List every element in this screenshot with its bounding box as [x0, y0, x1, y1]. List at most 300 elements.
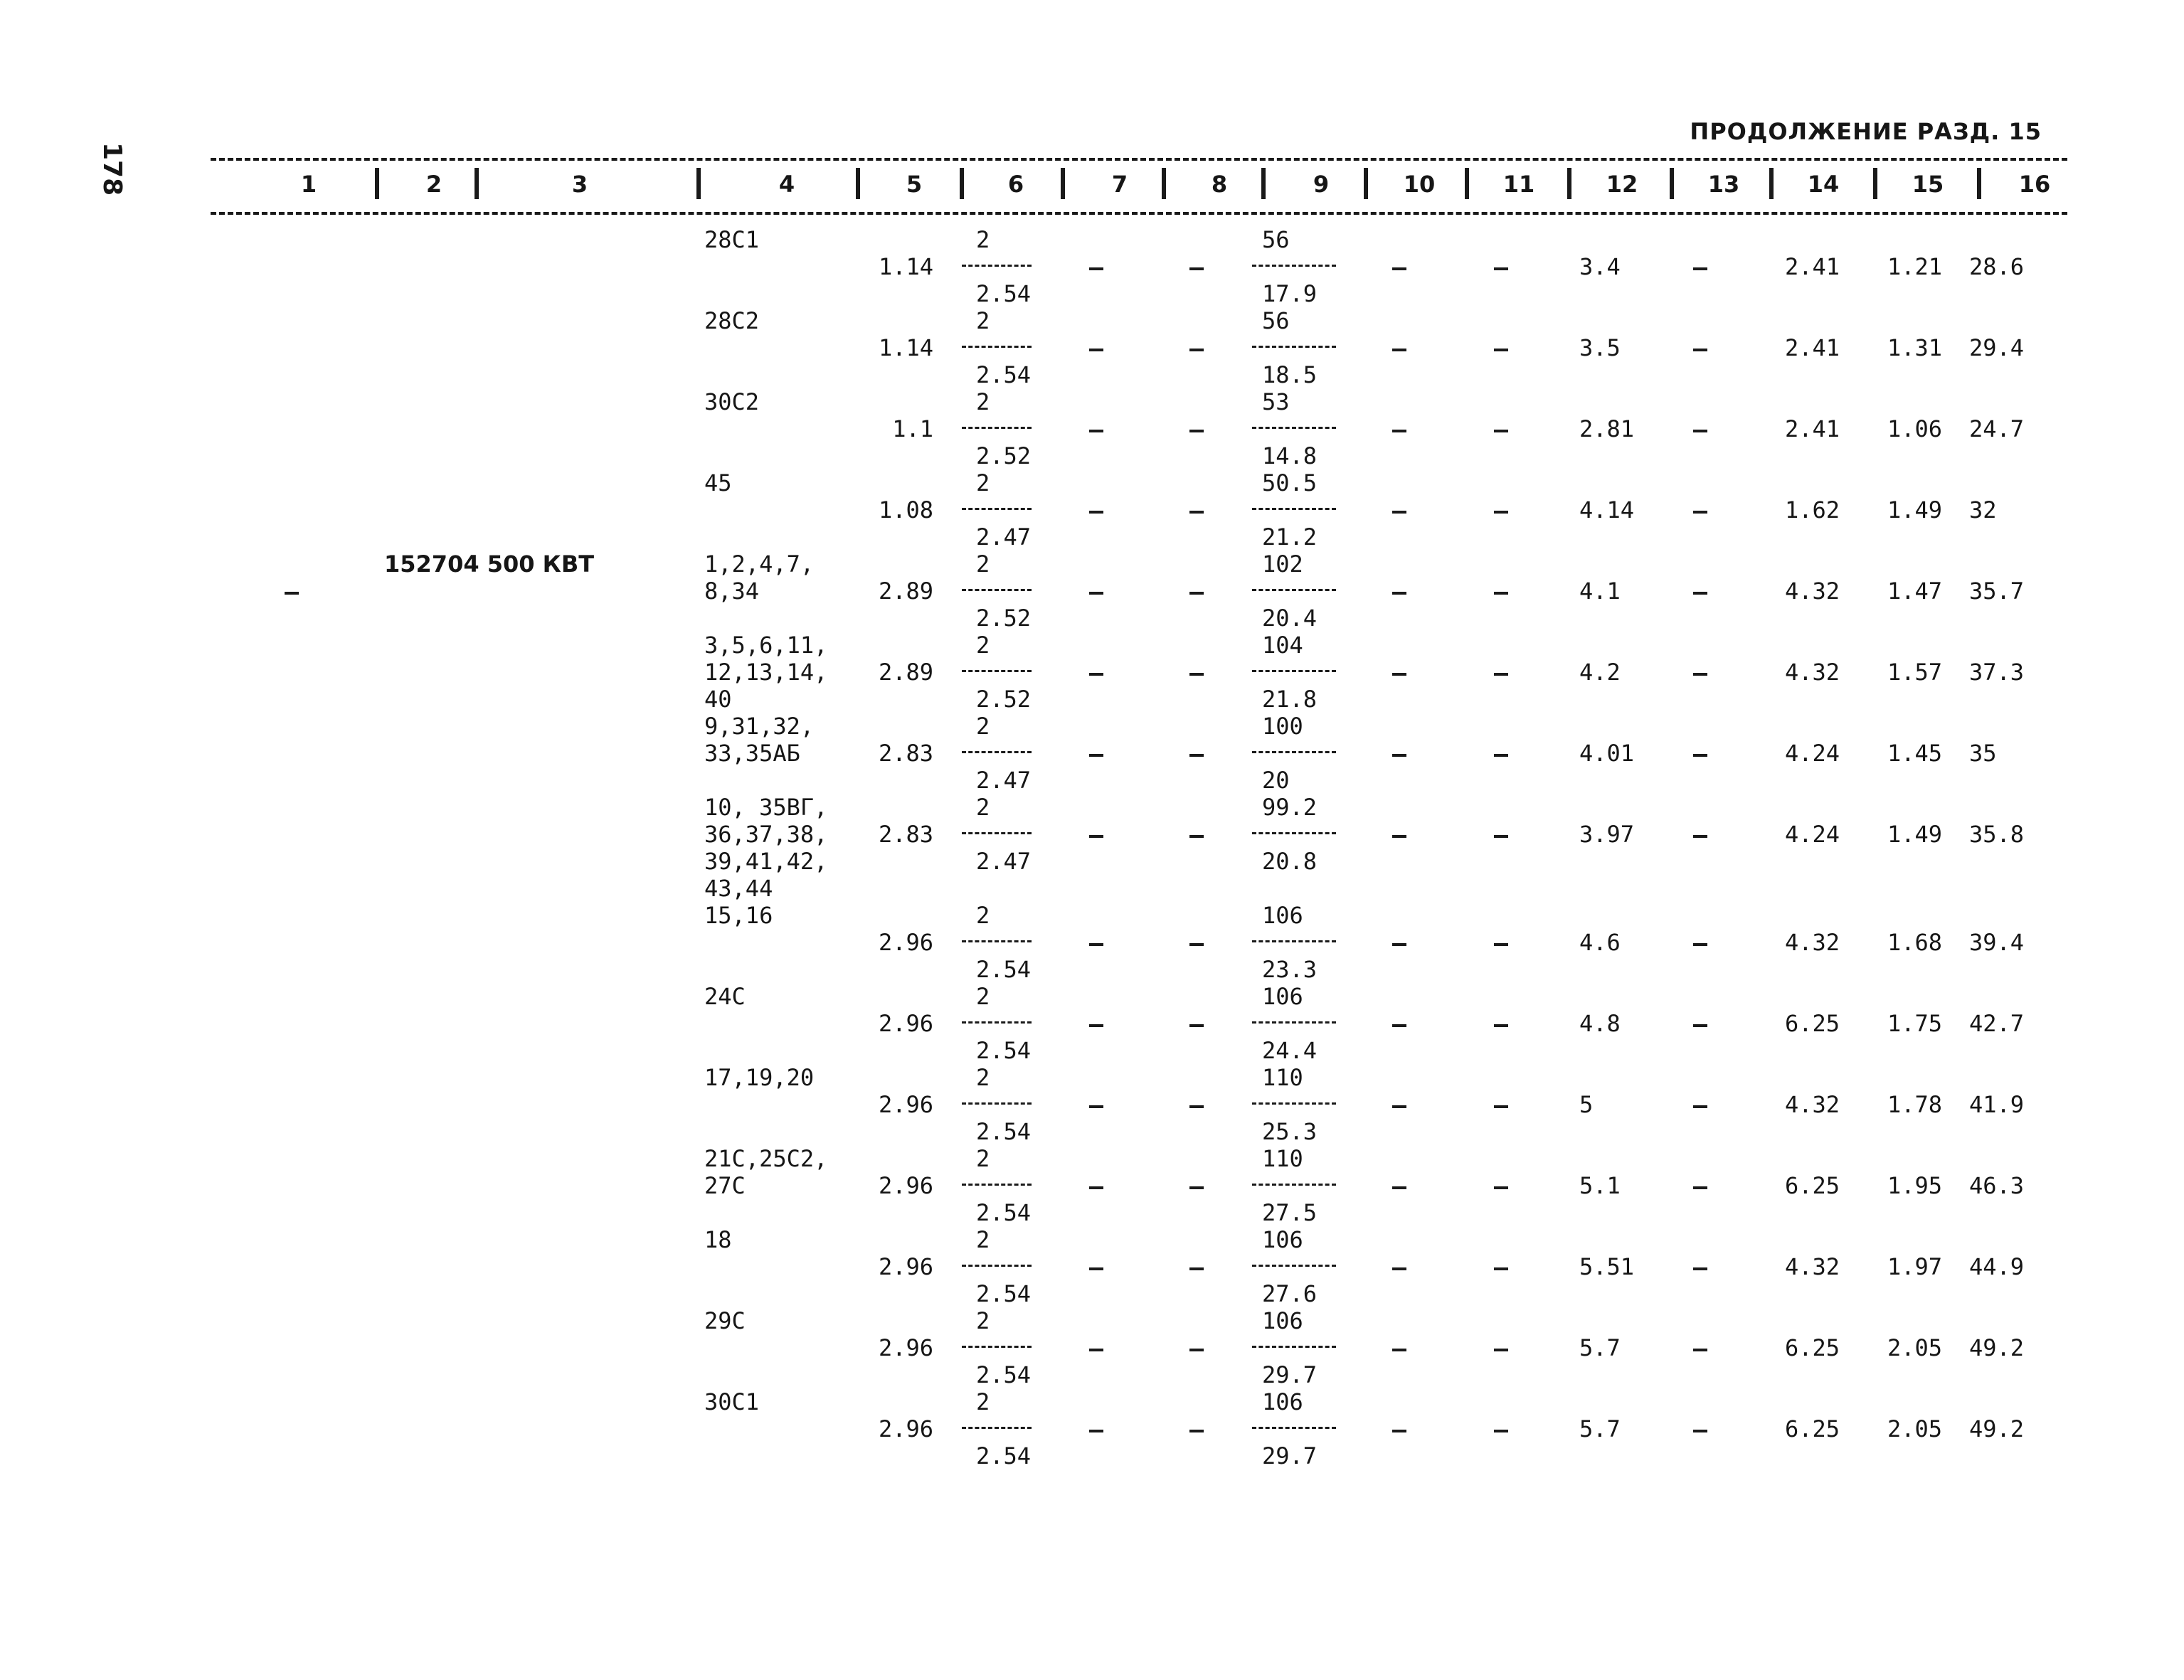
fraction-denominator: 2.54	[976, 1361, 1032, 1388]
fraction-denominator: 2.54	[976, 1118, 1032, 1145]
element-code: 24С	[704, 983, 746, 1010]
fraction-denominator: 2.52	[976, 686, 1032, 713]
fraction-denominator: 23.3	[1262, 956, 1318, 983]
empty-mark	[1494, 673, 1508, 676]
value-col5: 2.89	[878, 659, 933, 686]
column-header-row	[0, 168, 2184, 208]
value-col14: 4.24	[1784, 740, 1840, 767]
fraction-denominator: 2.47	[976, 848, 1032, 875]
value-col16: 44.9	[1969, 1253, 2025, 1280]
fraction-bar	[1252, 1021, 1336, 1026]
fraction-numerator: 2	[976, 388, 990, 415]
fraction-numerator: 53	[1262, 388, 1290, 415]
empty-mark	[1392, 349, 1406, 351]
value-col15: 1.49	[1887, 821, 1942, 848]
fraction-denominator: 2.54	[976, 361, 1032, 388]
fraction-bar	[962, 832, 1032, 836]
column-separator	[960, 168, 964, 199]
element-code: 18	[704, 1226, 732, 1253]
fraction-bar	[962, 1427, 1032, 1431]
value-col5: 1.14	[878, 334, 933, 361]
value-col15: 1.45	[1887, 740, 1942, 767]
element-code: 43,44	[704, 875, 773, 902]
value-col5: 2.96	[878, 1091, 933, 1118]
empty-mark	[1189, 1105, 1204, 1108]
value-col14: 2.41	[1784, 253, 1840, 280]
fraction-bar	[962, 265, 1032, 269]
fraction-bar	[1252, 751, 1336, 755]
value-col16: 24.7	[1969, 415, 2025, 442]
value-col5: 2.96	[878, 1253, 933, 1280]
value-col15: 2.05	[1887, 1415, 1942, 1442]
empty-mark	[1494, 835, 1508, 838]
fraction-bar	[962, 1102, 1032, 1107]
fraction-numerator: 106	[1262, 1388, 1303, 1415]
empty-mark	[1089, 1186, 1103, 1189]
fraction-denominator: 2.52	[976, 605, 1032, 632]
value-col15: 1.06	[1887, 415, 1942, 442]
fraction-bar	[1252, 1265, 1336, 1269]
fraction-denominator: 29.7	[1262, 1361, 1318, 1388]
value-col16: 39.4	[1969, 929, 2025, 956]
value-col14: 6.25	[1784, 1415, 1840, 1442]
empty-mark	[1693, 943, 1707, 946]
value-col5: 2.96	[878, 1415, 933, 1442]
empty-mark	[1089, 1430, 1103, 1432]
column-header-12: 12	[1606, 171, 1638, 198]
value-col15: 1.31	[1887, 334, 1942, 361]
fraction-bar	[962, 940, 1032, 945]
value-col12: 2.81	[1579, 415, 1635, 442]
element-code: 28С2	[704, 307, 760, 334]
empty-mark	[1392, 943, 1406, 946]
fraction-denominator: 20.4	[1262, 605, 1318, 632]
element-code: 9,31,32,	[704, 713, 815, 740]
empty-mark	[1693, 349, 1707, 351]
column-separator	[856, 168, 860, 199]
empty-mark	[1693, 592, 1707, 595]
empty-mark	[1089, 754, 1103, 757]
empty-mark	[1494, 1430, 1508, 1432]
empty-mark	[1189, 349, 1204, 351]
empty-mark	[1089, 835, 1103, 838]
column-header-8: 8	[1211, 171, 1228, 198]
fraction-denominator: 2.47	[976, 767, 1032, 794]
fraction-bar	[1252, 589, 1336, 593]
fraction-denominator: 27.5	[1262, 1199, 1318, 1226]
value-col12: 5.7	[1579, 1334, 1621, 1361]
value-col14: 4.24	[1784, 821, 1840, 848]
empty-mark	[1693, 754, 1707, 757]
fraction-bar	[1252, 1346, 1336, 1350]
value-col5: 2.96	[878, 929, 933, 956]
column-header-2: 2	[425, 171, 442, 198]
empty-mark	[1089, 1024, 1103, 1027]
empty-mark	[1392, 430, 1406, 432]
empty-mark	[1494, 943, 1508, 946]
value-col5: 2.83	[878, 821, 933, 848]
empty-mark	[1494, 1186, 1508, 1189]
empty-mark	[1392, 835, 1406, 838]
value-col16: 35.7	[1969, 578, 2025, 605]
fraction-denominator: 21.2	[1262, 523, 1318, 551]
column-header-13: 13	[1707, 171, 1740, 198]
element-code: 45	[704, 469, 732, 496]
fraction-denominator: 14.8	[1262, 442, 1318, 469]
value-col12: 4.14	[1579, 496, 1635, 523]
empty-mark	[1693, 1267, 1707, 1270]
fraction-numerator: 99.2	[1262, 794, 1318, 821]
empty-mark	[1693, 430, 1707, 432]
value-col12: 4.2	[1579, 659, 1621, 686]
empty-mark	[1494, 754, 1508, 757]
empty-mark	[1392, 592, 1406, 595]
element-code: 1,2,4,7,	[704, 551, 815, 578]
element-code: 40	[704, 686, 732, 713]
value-col16: 32	[1969, 496, 1997, 523]
element-code: 33,35АБ	[704, 740, 800, 767]
element-code: 30С2	[704, 388, 760, 415]
empty-mark	[1693, 1349, 1707, 1351]
fraction-numerator: 2	[976, 551, 990, 578]
fraction-denominator: 2.54	[976, 1037, 1032, 1064]
fraction-bar	[1252, 265, 1336, 269]
empty-mark	[1392, 267, 1406, 270]
value-col15: 1.95	[1887, 1172, 1942, 1199]
fraction-bar	[962, 427, 1032, 431]
column-separator	[1061, 168, 1065, 199]
fraction-bar	[1252, 940, 1336, 945]
empty-mark	[1494, 267, 1508, 270]
empty-mark	[1189, 511, 1204, 514]
value-col15: 1.21	[1887, 253, 1942, 280]
fraction-bar	[962, 508, 1032, 512]
value-col16: 35	[1969, 740, 1997, 767]
fraction-bar	[1252, 832, 1336, 836]
fraction-bar	[1252, 346, 1336, 350]
empty-mark	[1693, 267, 1707, 270]
fraction-numerator: 110	[1262, 1064, 1303, 1091]
value-col15: 1.97	[1887, 1253, 1942, 1280]
column-separator	[1162, 168, 1166, 199]
value-col5: 1.1	[892, 415, 933, 442]
empty-mark	[1494, 1105, 1508, 1108]
value-col5: 2.96	[878, 1334, 933, 1361]
column-separator	[375, 168, 379, 199]
value-col14: 4.32	[1784, 659, 1840, 686]
fraction-bar	[1252, 1102, 1336, 1107]
empty-mark	[1392, 1430, 1406, 1432]
element-code: 36,37,38,	[704, 821, 828, 848]
empty-mark	[1494, 349, 1508, 351]
value-col12: 4.1	[1579, 578, 1621, 605]
value-col14: 2.41	[1784, 415, 1840, 442]
value-col16: 49.2	[1969, 1415, 2025, 1442]
value-col12: 3.97	[1579, 821, 1635, 848]
value-col16: 42.7	[1969, 1010, 2025, 1037]
empty-mark	[1693, 1024, 1707, 1027]
value-col14: 4.32	[1784, 1091, 1840, 1118]
column-separator	[1769, 168, 1774, 199]
empty-mark	[1089, 430, 1103, 432]
value-col14: 6.25	[1784, 1010, 1840, 1037]
empty-mark	[1392, 1267, 1406, 1270]
column-header-14: 14	[1807, 171, 1840, 198]
fraction-numerator: 2	[976, 1307, 990, 1334]
fraction-numerator: 102	[1262, 551, 1303, 578]
fraction-denominator: 25.3	[1262, 1118, 1318, 1145]
empty-mark	[1392, 754, 1406, 757]
empty-mark	[1189, 430, 1204, 432]
fraction-numerator: 100	[1262, 713, 1303, 740]
empty-mark	[1089, 1105, 1103, 1108]
value-col12: 5.51	[1579, 1253, 1635, 1280]
empty-mark	[1189, 1024, 1204, 1027]
empty-mark	[1392, 673, 1406, 676]
value-col16: 37.3	[1969, 659, 2025, 686]
fraction-numerator: 2	[976, 902, 990, 929]
column-header-5: 5	[906, 171, 923, 198]
fraction-denominator: 20.8	[1262, 848, 1318, 875]
fraction-bar	[1252, 427, 1336, 431]
column-header-3: 3	[571, 171, 588, 198]
fraction-bar	[962, 1265, 1032, 1269]
column-header-9: 9	[1313, 171, 1330, 198]
value-col12: 5.1	[1579, 1172, 1621, 1199]
value-col12: 3.5	[1579, 334, 1621, 361]
value-col12: 5.7	[1579, 1415, 1621, 1442]
fraction-denominator: 2.54	[976, 1199, 1032, 1226]
value-col5: 2.96	[878, 1010, 933, 1037]
page-number: 178	[97, 142, 127, 196]
fraction-bar	[962, 589, 1032, 593]
value-col12: 4.6	[1579, 929, 1621, 956]
element-code: 21С,25С2,	[704, 1145, 828, 1172]
element-code: 28С1	[704, 226, 760, 253]
value-col16: 41.9	[1969, 1091, 2025, 1118]
value-col12: 4.01	[1579, 740, 1635, 767]
empty-mark	[1494, 430, 1508, 432]
value-col14: 2.41	[1784, 334, 1840, 361]
empty-mark	[1189, 835, 1204, 838]
fraction-bar	[1252, 1184, 1336, 1188]
empty-mark	[1089, 349, 1103, 351]
fraction-bar	[1252, 508, 1336, 512]
empty-mark	[1089, 673, 1103, 676]
fraction-bar	[962, 1021, 1032, 1026]
fraction-numerator: 2	[976, 632, 990, 659]
fraction-numerator: 2	[976, 1064, 990, 1091]
value-col5: 2.96	[878, 1172, 933, 1199]
fraction-bar	[1252, 670, 1336, 674]
element-code: 15,16	[704, 902, 773, 929]
column-separator	[1465, 168, 1469, 199]
value-col16: 29.4	[1969, 334, 2025, 361]
column-separator	[1261, 168, 1266, 199]
fraction-numerator: 106	[1262, 1226, 1303, 1253]
value-col12: 3.4	[1579, 253, 1621, 280]
empty-mark	[1089, 943, 1103, 946]
fraction-denominator: 24.4	[1262, 1037, 1318, 1064]
element-code: 30С1	[704, 1388, 760, 1415]
element-code: 10, 35ВГ,	[704, 794, 828, 821]
element-code: 27С	[704, 1172, 746, 1199]
fraction-bar	[962, 1184, 1032, 1188]
value-col5: 2.89	[878, 578, 933, 605]
fraction-numerator: 110	[1262, 1145, 1303, 1172]
empty-mark	[1189, 754, 1204, 757]
fraction-denominator: 2.54	[976, 280, 1032, 307]
value-col14: 6.25	[1784, 1334, 1840, 1361]
fraction-numerator: 2	[976, 1226, 990, 1253]
column-separator	[696, 168, 701, 199]
fraction-numerator: 106	[1262, 902, 1303, 929]
value-col14: 1.62	[1784, 496, 1840, 523]
column-header-4: 4	[778, 171, 795, 198]
column-header-16: 16	[2018, 171, 2051, 198]
fraction-numerator: 2	[976, 1388, 990, 1415]
empty-mark	[1189, 592, 1204, 595]
empty-mark	[1392, 1349, 1406, 1351]
column-header-7: 7	[1111, 171, 1128, 198]
fraction-denominator: 29.7	[1262, 1442, 1318, 1469]
group-dash	[285, 592, 299, 595]
fraction-denominator: 2.52	[976, 442, 1032, 469]
value-col15: 1.75	[1887, 1010, 1942, 1037]
empty-mark	[1693, 835, 1707, 838]
fraction-denominator: 2.54	[976, 1442, 1032, 1469]
fraction-numerator: 2	[976, 794, 990, 821]
element-code: 8,34	[704, 578, 760, 605]
column-separator	[1567, 168, 1571, 199]
fraction-bar	[962, 1346, 1032, 1350]
fraction-numerator: 2	[976, 713, 990, 740]
fraction-numerator: 104	[1262, 632, 1303, 659]
empty-mark	[1089, 1349, 1103, 1351]
header-rule	[211, 212, 2067, 215]
fraction-denominator: 21.8	[1262, 686, 1318, 713]
empty-mark	[1693, 1430, 1707, 1432]
value-col5: 1.14	[878, 253, 933, 280]
value-col14: 4.32	[1784, 1253, 1840, 1280]
value-col5: 1.08	[878, 496, 933, 523]
value-col15: 1.57	[1887, 659, 1942, 686]
fraction-numerator: 56	[1262, 307, 1290, 334]
empty-mark	[1189, 943, 1204, 946]
value-col15: 1.47	[1887, 578, 1942, 605]
fraction-numerator: 106	[1262, 1307, 1303, 1334]
value-col16: 28.6	[1969, 253, 2025, 280]
empty-mark	[1089, 1267, 1103, 1270]
column-separator	[1670, 168, 1674, 199]
empty-mark	[1189, 267, 1204, 270]
empty-mark	[1494, 1024, 1508, 1027]
value-col16: 49.2	[1969, 1334, 2025, 1361]
empty-mark	[1089, 511, 1103, 514]
fraction-bar	[1252, 1427, 1336, 1431]
empty-mark	[1494, 1267, 1508, 1270]
fraction-denominator: 2.47	[976, 523, 1032, 551]
value-col16: 35.8	[1969, 821, 2025, 848]
empty-mark	[1693, 1186, 1707, 1189]
fraction-denominator: 27.6	[1262, 1280, 1318, 1307]
empty-mark	[1189, 673, 1204, 676]
element-code: 17,19,20	[704, 1064, 815, 1091]
column-separator	[1977, 168, 1981, 199]
empty-mark	[1392, 511, 1406, 514]
value-col14: 4.32	[1784, 929, 1840, 956]
top-rule	[211, 158, 2067, 161]
empty-mark	[1494, 1349, 1508, 1351]
fraction-numerator: 2	[976, 983, 990, 1010]
element-code: 3,5,6,11,	[704, 632, 828, 659]
empty-mark	[1089, 592, 1103, 595]
fraction-numerator: 106	[1262, 983, 1303, 1010]
fraction-numerator: 2	[976, 1145, 990, 1172]
element-code: 29С	[704, 1307, 746, 1334]
empty-mark	[1189, 1349, 1204, 1351]
column-header-15: 15	[1912, 171, 1944, 198]
fraction-numerator: 50.5	[1262, 469, 1318, 496]
empty-mark	[1693, 511, 1707, 514]
empty-mark	[1392, 1186, 1406, 1189]
column-separator	[1364, 168, 1368, 199]
fraction-numerator: 2	[976, 307, 990, 334]
value-col12: 5	[1579, 1091, 1594, 1118]
column-header-11: 11	[1502, 171, 1535, 198]
empty-mark	[1189, 1267, 1204, 1270]
value-col15: 1.78	[1887, 1091, 1942, 1118]
fraction-denominator: 2.54	[976, 1280, 1032, 1307]
fraction-denominator: 20	[1262, 767, 1290, 794]
column-header-1: 1	[300, 171, 317, 198]
value-col16: 46.3	[1969, 1172, 2025, 1199]
fraction-bar	[962, 670, 1032, 674]
element-code: 39,41,42,	[704, 848, 828, 875]
value-col14: 4.32	[1784, 578, 1840, 605]
column-separator	[1873, 168, 1877, 199]
value-col5: 2.83	[878, 740, 933, 767]
empty-mark	[1494, 511, 1508, 514]
fraction-denominator: 2.54	[976, 956, 1032, 983]
equipment-label: 152704 500 КВТ	[384, 551, 595, 578]
fraction-numerator: 2	[976, 469, 990, 496]
fraction-bar	[962, 346, 1032, 350]
fraction-denominator: 17.9	[1262, 280, 1318, 307]
empty-mark	[1392, 1105, 1406, 1108]
value-col15: 1.49	[1887, 496, 1942, 523]
value-col14: 6.25	[1784, 1172, 1840, 1199]
column-header-10: 10	[1403, 171, 1436, 198]
empty-mark	[1693, 1105, 1707, 1108]
value-col12: 4.8	[1579, 1010, 1621, 1037]
fraction-numerator: 56	[1262, 226, 1290, 253]
value-col15: 1.68	[1887, 929, 1942, 956]
empty-mark	[1189, 1430, 1204, 1432]
value-col15: 2.05	[1887, 1334, 1942, 1361]
empty-mark	[1494, 592, 1508, 595]
empty-mark	[1189, 1186, 1204, 1189]
empty-mark	[1392, 1024, 1406, 1027]
fraction-bar	[962, 751, 1032, 755]
fraction-numerator: 2	[976, 226, 990, 253]
empty-mark	[1693, 673, 1707, 676]
fraction-denominator: 18.5	[1262, 361, 1318, 388]
continuation-title: ПРОДОЛЖЕНИЕ РАЗД. 15	[1690, 118, 2042, 145]
empty-mark	[1089, 267, 1103, 270]
column-separator	[475, 168, 479, 199]
element-code: 12,13,14,	[704, 659, 828, 686]
